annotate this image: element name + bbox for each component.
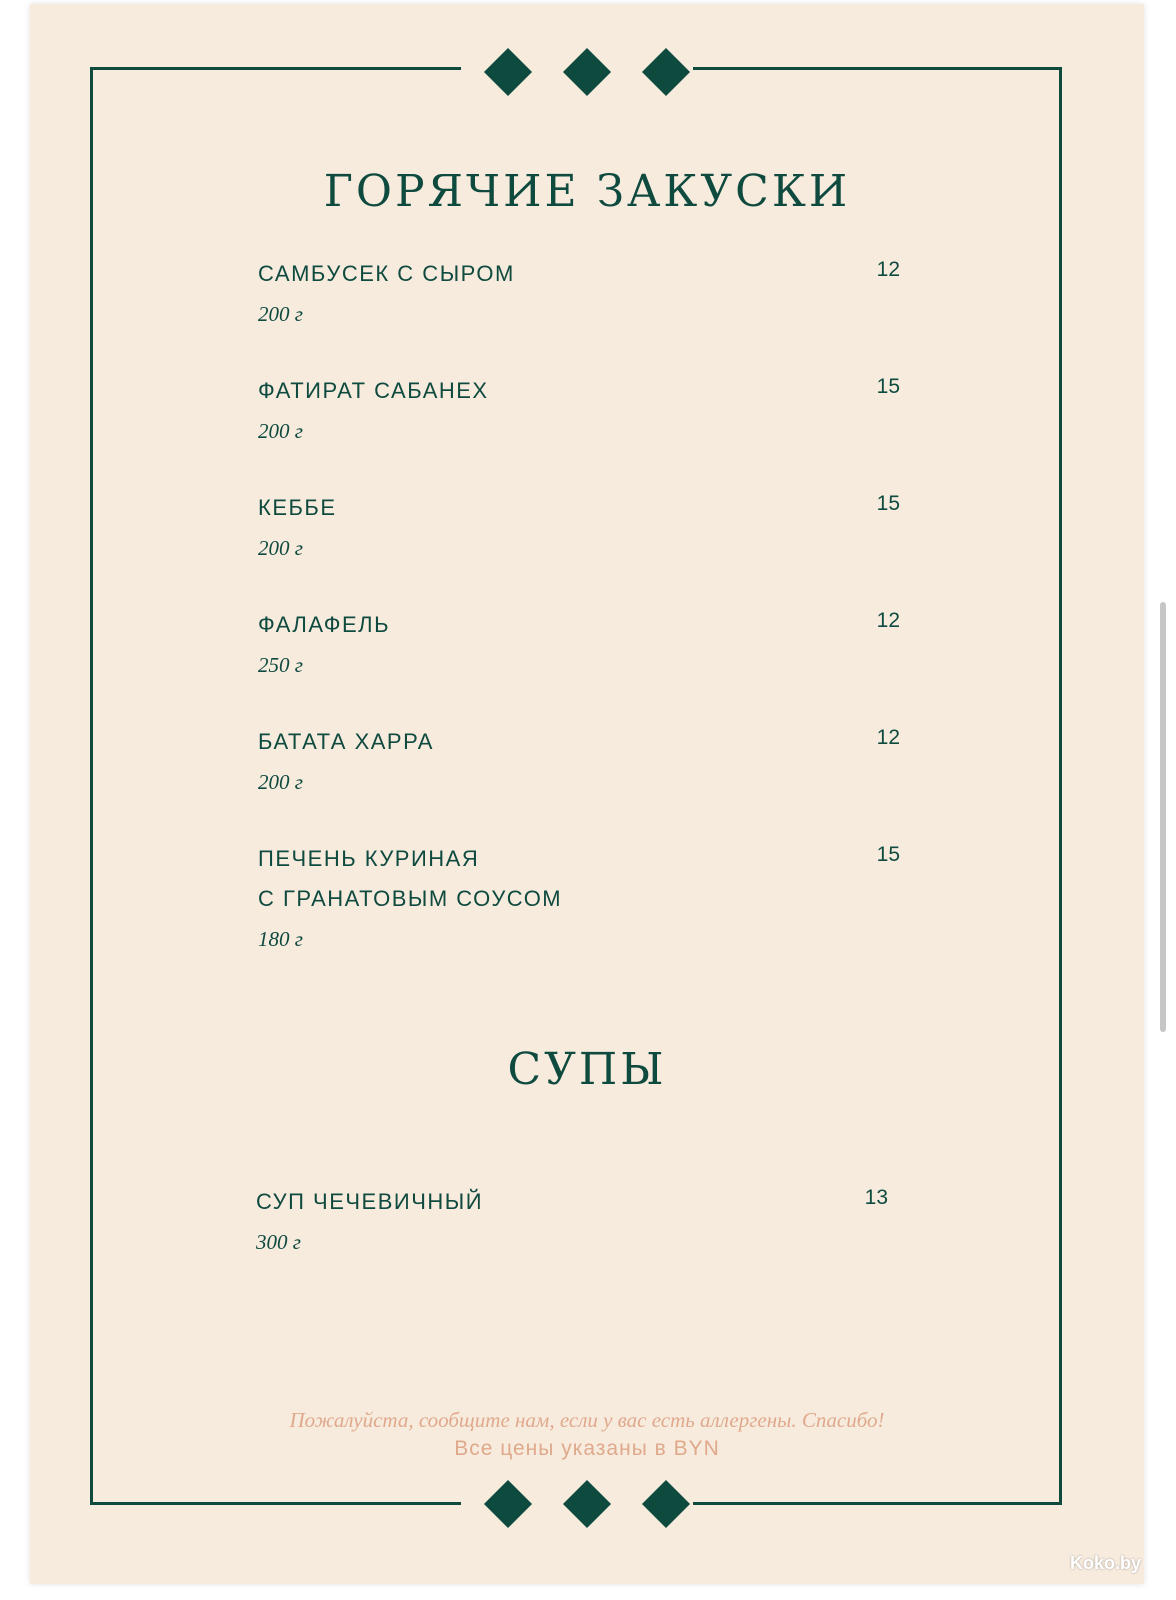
- frame-left-line: [90, 67, 93, 1505]
- menu-item-price: 15: [876, 492, 900, 515]
- menu-item: [258, 254, 938, 334]
- menu-item-weight: 200 г: [258, 770, 303, 794]
- menu-item-weight: 200 г: [258, 419, 303, 443]
- frame-top-left-line: [90, 67, 461, 70]
- diamond-ornament-icon: [484, 48, 532, 96]
- scrollbar[interactable]: [1160, 602, 1166, 1032]
- menu-item-name: ФАЛАФЕЛЬ: [258, 612, 391, 637]
- currency-note: Все цены указаны в BYN: [454, 1437, 720, 1460]
- allergen-note: Пожалуйста, сообщите нам, если у вас есть аллергены. Спасибо!: [289, 1408, 885, 1432]
- diamond-ornament-icon: [563, 48, 611, 96]
- menu-item-name: КЕББЕ: [258, 495, 337, 520]
- menu-item: [258, 722, 938, 802]
- menu-item-price: 12: [876, 258, 900, 281]
- watermark-logo: Koko.by: [1070, 1553, 1142, 1573]
- menu-item-price: 13: [864, 1186, 888, 1209]
- diamond-ornament-icon: [642, 1480, 690, 1528]
- frame-right-line: [1059, 67, 1062, 1505]
- section-title-soups: СУПЫ: [507, 1044, 667, 1095]
- menu-item-weight: 200 г: [258, 536, 303, 560]
- menu-item-name: САМБУСЕК С СЫРОМ: [258, 261, 515, 286]
- menu-item-weight: 250 г: [258, 653, 303, 677]
- section-title-hot-appetizers: ГОРЯЧИЕ ЗАКУСКИ: [323, 166, 851, 217]
- menu-page: [30, 4, 1144, 1584]
- menu-item-weight: 180 г: [258, 927, 303, 951]
- menu-item: [258, 371, 938, 451]
- menu-item-weight: 200 г: [258, 302, 303, 326]
- menu-item-name: ПЕЧЕНЬ КУРИНАЯ С ГРАНАТОВЫМ СОУСОМ: [258, 846, 563, 911]
- diamond-ornament-icon: [484, 1480, 532, 1528]
- menu-item-name: БАТАТА ХАРРА: [258, 729, 434, 754]
- menu-item: [256, 1182, 936, 1262]
- frame-top-right-line: [693, 67, 1062, 70]
- menu-item: [258, 605, 938, 685]
- diamond-ornament-icon: [642, 48, 690, 96]
- menu-item-price: 15: [876, 375, 900, 398]
- menu-item-weight: 300 г: [256, 1230, 301, 1254]
- frame-bottom-right-line: [693, 1502, 1062, 1505]
- menu-item-price: 12: [876, 726, 900, 749]
- menu-item: [258, 488, 938, 568]
- diamond-ornament-icon: [563, 1480, 611, 1528]
- menu-item-price: 12: [876, 609, 900, 632]
- frame-bottom-left-line: [90, 1502, 461, 1505]
- menu-item: [258, 839, 938, 959]
- menu-item-name: СУП ЧЕЧЕВИЧНЫЙ: [256, 1189, 484, 1214]
- menu-item-price: 15: [876, 843, 900, 866]
- menu-item-name: ФАТИРАТ САБАНЕХ: [258, 378, 489, 403]
